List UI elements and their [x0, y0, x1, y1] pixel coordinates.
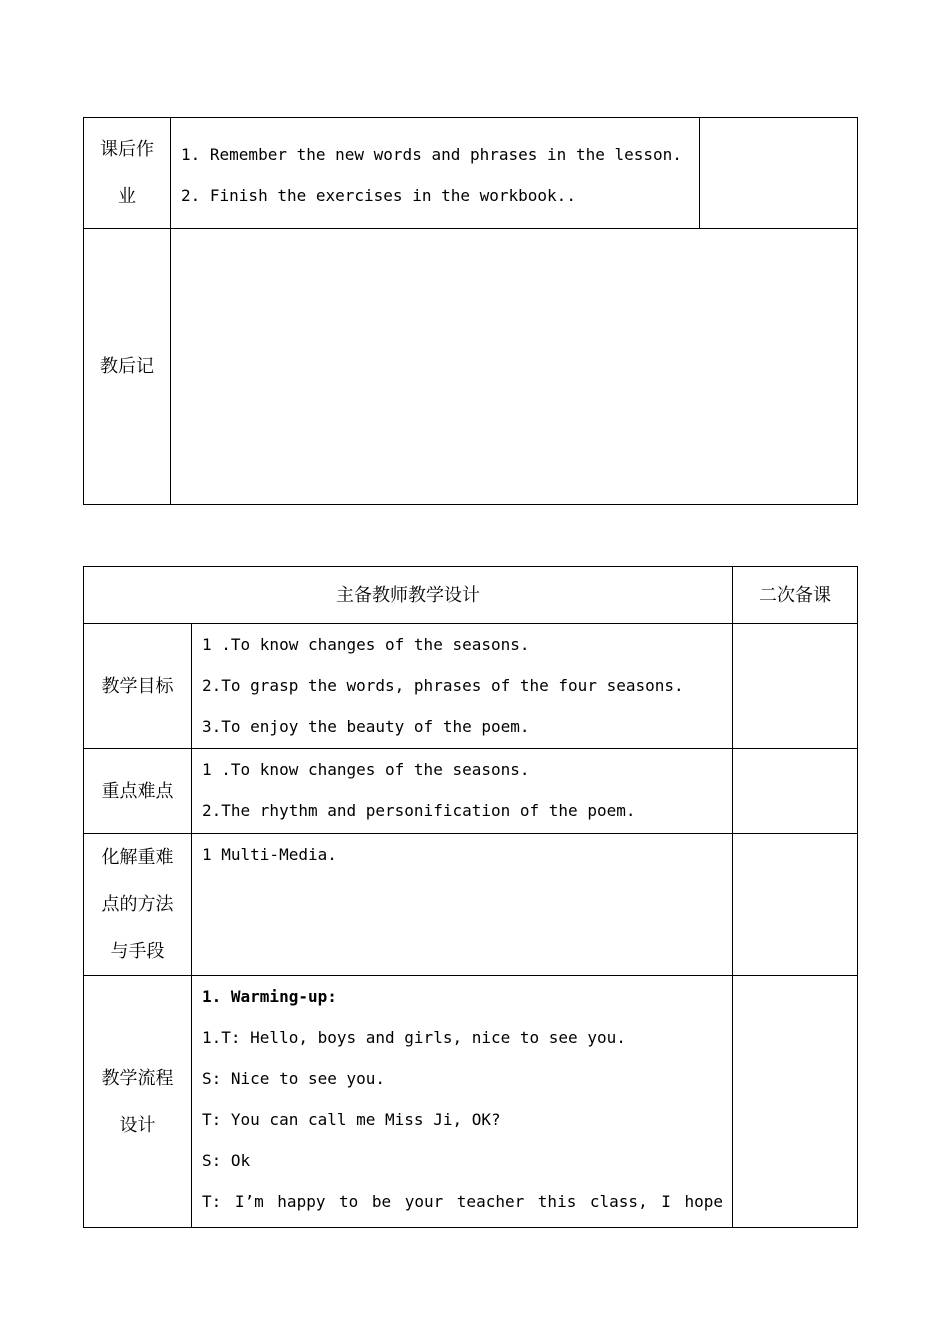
process-label-cell	[84, 976, 192, 1228]
process-content	[192, 976, 733, 1228]
method-line-1: 1 Multi-Media.	[202, 845, 337, 864]
objective-line-3: 3.To enjoy the beauty of the poem.	[202, 717, 530, 736]
keypoints-side-cell	[733, 749, 858, 834]
header-main: 主备教师教学设计	[336, 584, 480, 606]
keypoint-line-1: 1 .To know changes of the seasons.	[202, 760, 530, 779]
process-line-4: S: Ok	[202, 1151, 251, 1170]
process-line-1: 1.T: Hello, boys and girls, nice to see you.	[202, 1028, 626, 1047]
header-side-cell	[733, 567, 858, 624]
objective-line-1: 1 .To know changes of the seasons.	[202, 635, 530, 654]
process-line-2: S: Nice to see you.	[202, 1069, 386, 1088]
header-main-cell	[84, 567, 733, 624]
objectives-side-cell	[733, 624, 858, 749]
methods-content	[192, 834, 733, 976]
homework-table	[83, 117, 858, 505]
homework-item-2: 2. Finish the exercises in the workbook..	[181, 186, 576, 205]
keypoints-label-cell	[84, 749, 192, 834]
methods-side-cell	[733, 834, 858, 976]
teaching-design-table	[83, 566, 858, 1228]
process-label: 教学流程设计	[101, 1067, 174, 1136]
keypoints-label: 重点难点	[101, 780, 174, 802]
objectives-label: 教学目标	[101, 675, 174, 697]
methods-label: 化解重难点的方法与手段	[101, 847, 174, 962]
keypoints-content	[192, 749, 733, 834]
process-line-3: T: You can call me Miss Ji, OK?	[202, 1110, 501, 1129]
homework-label: 课后作业	[100, 139, 154, 207]
reflection-label: 教后记	[100, 356, 154, 377]
objective-line-2: 2.To grasp the words, phrases of the four seasons.	[202, 676, 684, 695]
methods-label-cell	[84, 834, 192, 976]
process-line-5: T: I’m happy to be your teacher this class, I hope	[202, 1192, 723, 1211]
homework-side-cell	[700, 118, 858, 229]
objectives-content	[192, 624, 733, 749]
reflection-content	[171, 229, 858, 505]
homework-content	[171, 118, 700, 229]
reflection-label-cell	[84, 229, 171, 505]
header-side: 二次备课	[759, 584, 831, 606]
homework-item-1: 1. Remember the new words and phrases in the lesson.	[181, 145, 682, 164]
process-side-cell	[733, 976, 858, 1228]
objectives-label-cell	[84, 624, 192, 749]
process-heading: 1. Warming-up:	[202, 987, 337, 1006]
homework-label-cell	[84, 118, 171, 229]
keypoint-line-2: 2.The rhythm and personification of the poem.	[202, 801, 636, 820]
